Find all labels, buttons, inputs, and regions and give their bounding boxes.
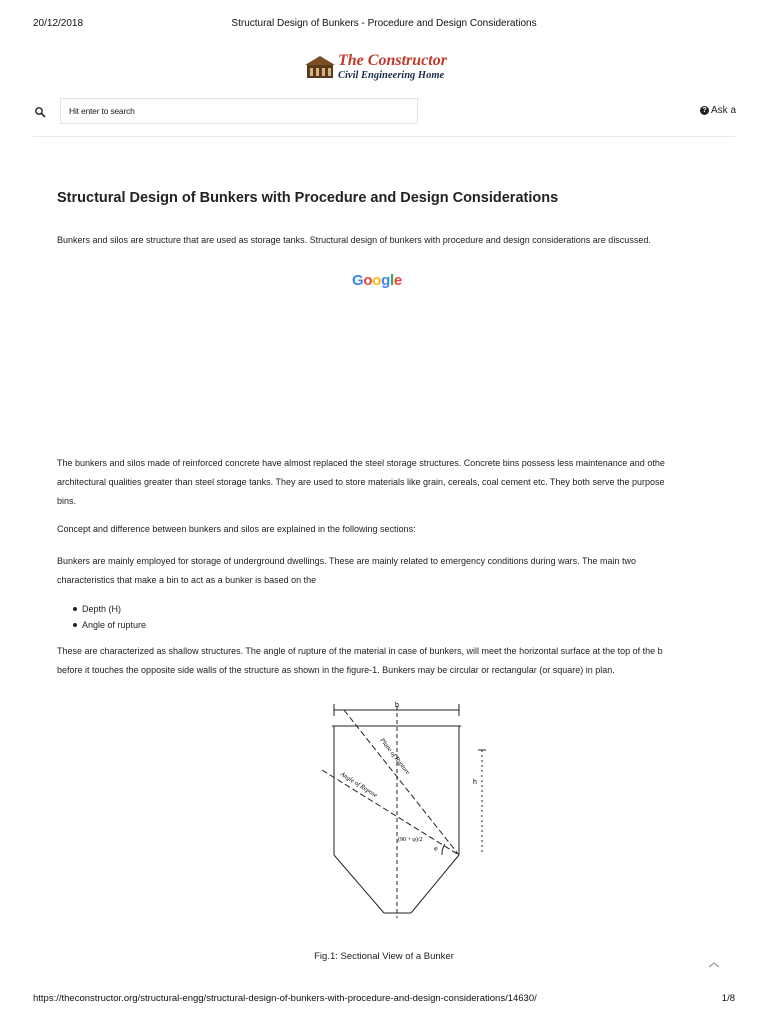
logo-tagline: Civil Engineering Home <box>338 70 445 81</box>
ask-link-label: Ask a <box>711 105 737 116</box>
print-document-title: Structural Design of Bunkers - Procedure and Design Considerations <box>231 18 537 29</box>
bunker-section-diagram <box>314 698 494 923</box>
phi-label: φ <box>434 845 438 852</box>
plane-of-rupture-label: Plane of Rupture <box>378 736 412 777</box>
article-intro: Bunkers and silos are structure that are used as storage tanks. Structural design of bunkers with procedure and design considerations are discussed. <box>57 235 651 245</box>
print-date: 20/12/2018 <box>33 18 84 29</box>
print-header <box>0 18 768 34</box>
dimension-b-label: b <box>395 702 399 709</box>
search-bar <box>0 98 768 126</box>
angle-of-repose-label: Angle of Repose <box>338 770 379 800</box>
google-ad-logo: Google <box>352 272 402 289</box>
paragraph-line: Bunkers are mainly employed for storage of underground dwellings. These are mainly related to emergency conditions during wars. The main two <box>57 556 636 566</box>
angle-formula-label: (90 + φ)/2 <box>398 837 423 843</box>
ask-question-link[interactable] <box>700 105 736 116</box>
figure-caption: Fig.1: Sectional View of a Bunker <box>314 951 454 962</box>
list-item: Depth (H) <box>57 601 146 617</box>
paragraph-line: before it touches the opposite side walls of the structure as shown in the figure-1. Bunkers may be circular or rectangular (or square) in plan. <box>57 665 615 675</box>
search-icon[interactable] <box>34 106 46 118</box>
list-item: Angle of rupture <box>57 617 146 633</box>
paragraph-line: These are characterized as shallow structures. The angle of rupture of the material in case of bunkers, will meet the horizontal surface at the top of the b <box>57 646 663 656</box>
paragraph-line: The bunkers and silos made of reinforced concrete have almost replaced the steel storage structures. Concrete bins possess less maintenance and othe <box>57 458 665 468</box>
building-logo-icon <box>305 54 335 80</box>
characteristics-list <box>57 601 146 633</box>
print-footer <box>0 993 768 1007</box>
chevron-up-icon[interactable] <box>707 960 721 970</box>
logo-brand-name: The Constructor <box>338 52 447 69</box>
paragraph-line: bins. <box>57 496 77 506</box>
site-logo[interactable] <box>305 50 480 84</box>
paragraph-line: characteristics that make a bin to act as a bunker is based on the <box>57 575 317 585</box>
header-divider <box>33 136 735 137</box>
dimension-h-label: h <box>473 779 477 786</box>
paragraph-concept: Concept and difference between bunkers and silos are explained in the following sections: <box>57 524 416 534</box>
question-circle-icon: ? <box>700 106 709 115</box>
print-page-url: https://theconstructor.org/structural-engg/structural-design-of-bunkers-with-procedure-and-design-considerations/14630/ <box>33 993 537 1004</box>
article-title: Structural Design of Bunkers with Procedure and Design Considerations <box>57 190 559 206</box>
paragraph-line: architectural qualities greater than steel storage tanks. They are used to store materials like grain, cereals, coal cement etc. They both serve the purpose <box>57 477 665 487</box>
search-input[interactable] <box>60 98 418 124</box>
print-page-number: 1/8 <box>721 993 735 1004</box>
